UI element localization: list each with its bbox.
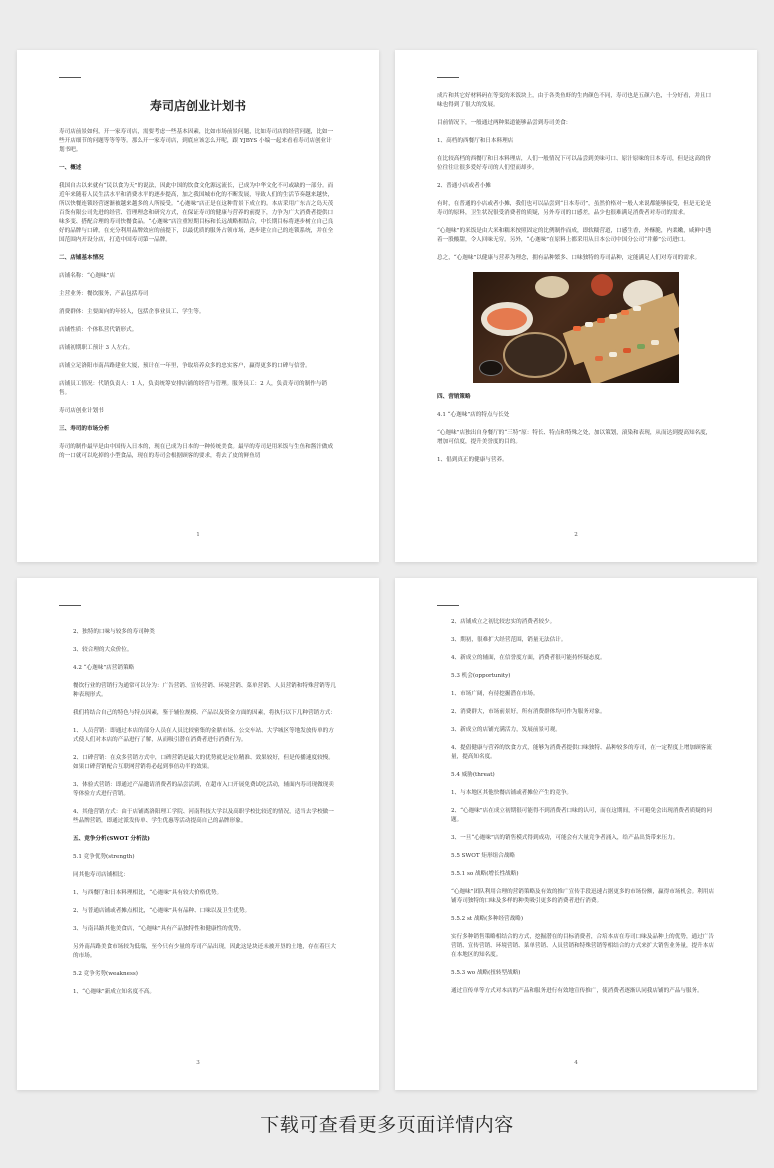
sushi-roll — [609, 352, 617, 357]
sushi-photo — [473, 272, 679, 383]
paragraph: 有时，在普通的小店或者小摊，我们也可以品尝到“日本寿司”，虽然价格对一般人来说都能够接受，但是无论是寿司的原料，卫生状况很受消费者的质疑，另外寿司的口感差，品少也很难满足消费者对寿司的需求。 — [437, 201, 712, 216]
subheading: 5.5.3 wo 战略(扭转型战略) — [451, 970, 521, 976]
page-content — [437, 92, 715, 474]
paragraph: 我国自古以来就有“民以食为天”的说法，因此中国的饮食文化源远流长，已成为中华文化不可或缺的一部分。而近年来随着人民生活水平和消费水平的逐步提高，加之我国城市化的不断发展，导致人们的生活节奏越来越快，所以快餐连锁经营逐渐被越来越多的人所接受。“心迦味”店正是在这种背景下成立的。本店采用广东吉之岛天茂百货有限公司先进的经营、管理理念和研究方式，在保证寿司的健康与营养的前提下，力争为广大消费者提供口味多变、搭配合理的寿司快餐食品。“心迦味”店注重短期目标和长远战略相结合，中长期目标将逐步树立自己良好的品牌与口碑，在充分利用品牌效应的前提下，以最优质的服务占领市场，逐步建立自己的连锁系统，并在全国范围内开设分店，打造中国寿司第一品牌。 — [59, 183, 334, 243]
paragraph: 同其他寿司店铺相比： — [73, 872, 129, 878]
paragraph: 寿司的制作最早是由中国传入日本的，现在已成为日本的一种传统美食。最早的寿司是用米饭与生鱼和酱汁做成的一口就可以吃掉的小型食品，现在的寿司会根据顾客的要求，将去了皮的鲜鱼切 — [59, 444, 334, 459]
drink-glass — [591, 274, 613, 296]
list-item: 1、人员营销：即通过本店的部分人员在人员比较密集的金鼎市场、公交车站、大学城区等地发放传单的方式使人们对本店的产品进行了解，从而吸引潜在消费者进行消费行为。 — [73, 728, 334, 743]
list-item: 主营业务：餐饮服务，产品包括寿司 — [59, 291, 149, 297]
soy-sauce-dish — [479, 360, 503, 376]
sushi-roll — [633, 306, 641, 311]
subheading: 5.5.1 so 战略(增长性战略) — [451, 871, 519, 877]
download-more-caption[interactable]: 下载可查看更多页面详情内容 — [260, 1114, 514, 1136]
paragraph: 寿司店前景如何，开一家寿司店，需要考虑一些基本因素，比如市场前景问题，比如寿司店的经营问题，比如一些开店细节的问题等等等等。那么开一家寿司店，到底应该怎么开呢，跟 YJBYS 小编一起来看看寿司店创业计划书吧。 — [59, 129, 334, 153]
list-item: 3、期初，很难扩大经营范围，销量无法估计。 — [451, 637, 567, 643]
list-item: 2、与普通店铺或者摊点相比，“心迦味”具有品种、口味以及卫生优势。 — [73, 908, 251, 914]
list-item: 3、一旦“心迦味”店的销售模式得到成功，可能会有大量竞争者涌入，给产品出货带来压力。 — [451, 835, 679, 841]
paragraph: 总之，“心迦味”以健康与营养为理念，拥有品种繁多、口味独特的寿司品种，定能满足人们对寿司的需求。 — [437, 255, 701, 261]
subheading: 5.1 竞争优势(strength) — [73, 854, 135, 860]
list-item: 4、提倡健康与营养的饮食方式，能够为消费者提供口味独特、品种较多的寿司，在一定程度上增加顾客流量，提高知名度。 — [451, 745, 712, 760]
bowl — [535, 276, 569, 298]
subheading: 5.5.2 st 战略(多种经营战略) — [451, 916, 524, 922]
list-item: 2、独特的口味与较多的寿司种类 — [73, 629, 155, 635]
salmon-slices — [487, 308, 527, 330]
document-page-1 — [17, 50, 379, 562]
subheading: 5.3 机会(opportunity) — [451, 673, 511, 679]
document-page-4 — [395, 578, 757, 1090]
paragraph: 成片和其它好材料码在等变的米饭块上，由于各类鱼虾的生肉颜色不同，寿司也是五颜六色，十分好看，并且口味也得到了很大的发展。 — [437, 93, 712, 108]
list-item: 店铺初期职工预计 3 人左右。 — [59, 345, 134, 351]
list-item: 1、与西餐厅和日本料理相比，“心迦味”具有较大价格优势。 — [73, 890, 223, 896]
header-rule — [59, 605, 81, 606]
paragraph: “心迦味”团队利用合理的营销策略及有效的推广宣传手段迅速占据更多的市场份额，赢得市场机会。利用店铺寿司独特的口味及多样的种类吸引更多的消费者进行消费。 — [451, 889, 715, 904]
paragraph: 餐饮行业的营销行为通常可以分为：广告营销、宣传营销、环境营销、菜单营销、人员营销和特殊营销等几种表现形式。 — [73, 683, 336, 698]
list-item: 2、店铺成立之初比较忠实的消费者较少。 — [451, 619, 556, 625]
list-item: 2、消费群大，市场前景好，所有消费群体均可作为服务对象。 — [451, 709, 606, 715]
paragraph: 目前情况下，一般通过两种渠道能够品尝到寿司美食： — [437, 120, 572, 126]
list-item: 店铺立足洛阳市南昌路建业大厦，预计在一年里，争取培养众多的忠实客户，赢得更多的口碑与信誉。 — [59, 363, 311, 369]
paragraph: 在比较高档的西餐厅和日本料理店，人们一般情况下可以品尝到美味可口、原汁原味的日本寿司，但是这高的价位往往让很多爱好寿司的人们望而却步。 — [437, 156, 712, 171]
sushi-roll — [595, 356, 603, 361]
header-rule — [59, 77, 81, 78]
list-item: 寿司店创业计划书 — [59, 408, 104, 414]
list-item: 3、新成立的店铺充满活力，发展前景可观。 — [451, 727, 561, 733]
list-item: 1、倡到真正的健康与营养。 — [437, 457, 508, 463]
section-heading: 四、营销策略 — [437, 394, 471, 400]
list-item: 2、“心迦味”店在成立初期很可能得不到消费者口味的认可，而在这期间，不可避免会出现消费者质疑的问题。 — [451, 808, 712, 823]
page-number: 2 — [574, 532, 578, 538]
page-content — [73, 628, 337, 1006]
list-item: 消费群体：主要面向的年轻人，包括企事业员工、学生等。 — [59, 309, 205, 315]
document-page-2 — [395, 50, 757, 562]
list-item: 1、高档的西餐厅和日本料理店 — [437, 138, 514, 144]
sushi-roll — [621, 310, 629, 315]
list-item: 4、其他营销方式：由于店铺离洛阳理工学院、河南科技大学以及高职学校比较近的情况，适当去学校做一些品牌营销，即通过派发传单、学生优惠等活动提高自己的品牌形象。 — [73, 809, 334, 824]
paragraph: “心迦味”的米饭是由大米和糯米按照固定的比例制作而成，即软糯营道，口感生香，外酥脆，内柔嫩，咸鲜中透着一股酸甜，令人回味无穷。另外，“心迦味”在原料上都采用从日本公司中国分公司“井藤”公司进口。 — [437, 228, 712, 243]
subheading: 5.5 SWOT 矩形组合战略 — [451, 853, 515, 859]
list-item: 1、“心迦味”新成立知名度不高。 — [73, 989, 155, 995]
page-number: 1 — [196, 532, 200, 538]
sushi-roll — [623, 348, 631, 353]
list-item: 店铺员工情况：代销负责人：1 人，负责统筹安排店铺的经营与管理。服务员工：2 人，负责寿司的制作与销售。 — [59, 381, 327, 396]
subheading: 5.2 竞争劣势(weakness) — [73, 971, 138, 977]
document-page-3 — [17, 578, 379, 1090]
list-item: 4、新成立的辅面，在信誉度方面，消费者很可能持怀疑态度。 — [451, 655, 606, 661]
subheading: 5.4 威胁(threat) — [451, 772, 495, 778]
sushi-roll — [651, 340, 659, 345]
header-rule — [437, 77, 459, 78]
list-item: 1、市场广阔，有待挖掘潜在市场。 — [451, 691, 539, 697]
list-item: 1、与本地区其他快餐店铺或者摊位产生的竞争。 — [451, 790, 573, 796]
subheading: 4.2 “心迦味”店营销策略 — [73, 665, 135, 671]
list-item: 店铺名称：“心迦味”店 — [59, 273, 116, 279]
list-item: 3、较合理的大众价位。 — [73, 647, 133, 653]
page-content — [59, 90, 337, 470]
list-item: 3、与南昌路其他美食店，“心迦味”具有产品独特性和健康性的优势。 — [73, 926, 245, 932]
page-content — [451, 618, 715, 1005]
subheading: 4.1 “心迦味”店的特点与长处 — [437, 412, 510, 418]
list-item: 店铺性质：个体私营代销形式。 — [59, 327, 138, 333]
header-rule — [437, 605, 459, 606]
paragraph: “心迦味”店独出自身餐厅的“三特”原：特长、特点和特殊之处，加以策划，滚染和表现，从而达到提高知名度，增加可信度，提升美誉度的目的。 — [437, 430, 712, 445]
sushi-roll — [637, 344, 645, 349]
paragraph: 另外南昌路美食市场较为低端，至今只有少量的寿司产品出现，因此这是块还未被开垦的土地，存在着巨大的市场。 — [73, 944, 336, 959]
page-number: 3 — [196, 1060, 200, 1066]
list-item: 2、普通小店或者小摊 — [437, 183, 491, 189]
sushi-roll — [573, 326, 581, 331]
sushi-roll — [597, 318, 605, 323]
section-heading: 三、寿司的市场分析 — [59, 426, 110, 432]
section-heading: 二、店铺基本情况 — [59, 255, 104, 261]
section-heading: 五、竞争分析(SWOT 分析法) — [73, 836, 150, 842]
paragraph: 实行多种销售策略相结合的方式，挖掘潜在的目标消费者，合培本店在寿司口味及品种上的优势，通过广告营销、宣传营销、环境营销、菜单营销、人员营销和特殊营销等相结合的方式来扩大销售业务量，提升本店在本地区的知名度。 — [451, 934, 714, 958]
sushi-roll — [609, 314, 617, 319]
paragraph: 通过宣传单等方式对本店的产品和服务进行有效地宣传推广，使消费者逐渐认同我店铺的产品与服务。 — [451, 988, 703, 994]
noodle-basket — [503, 332, 567, 378]
sushi-roll — [585, 322, 593, 327]
paragraph: 我们将结合自己的特色与特点因素，鉴于辅位规模、产品以及资金方面的因素，将执行以下几种营销方式： — [73, 710, 336, 716]
section-heading: 一、概述 — [59, 165, 82, 171]
page-title: 寿司店创业计划书 — [149, 99, 246, 113]
page-number: 4 — [574, 1060, 578, 1066]
list-item: 3、体验式营销：即通过产品邀请消费者的品尝活到，在超市入口开展免费试吃活动，辅面内寿司现做现卖等体验方式进行营销。 — [73, 782, 334, 797]
list-item: 2、口碑营销：在众多营销方式中，口碑营销是最大的优势就是定位精准、效果较好，但是传播速度较慢。如果口碑营销配合互联网营销将必起到事倍功半的效果。 — [73, 755, 334, 770]
